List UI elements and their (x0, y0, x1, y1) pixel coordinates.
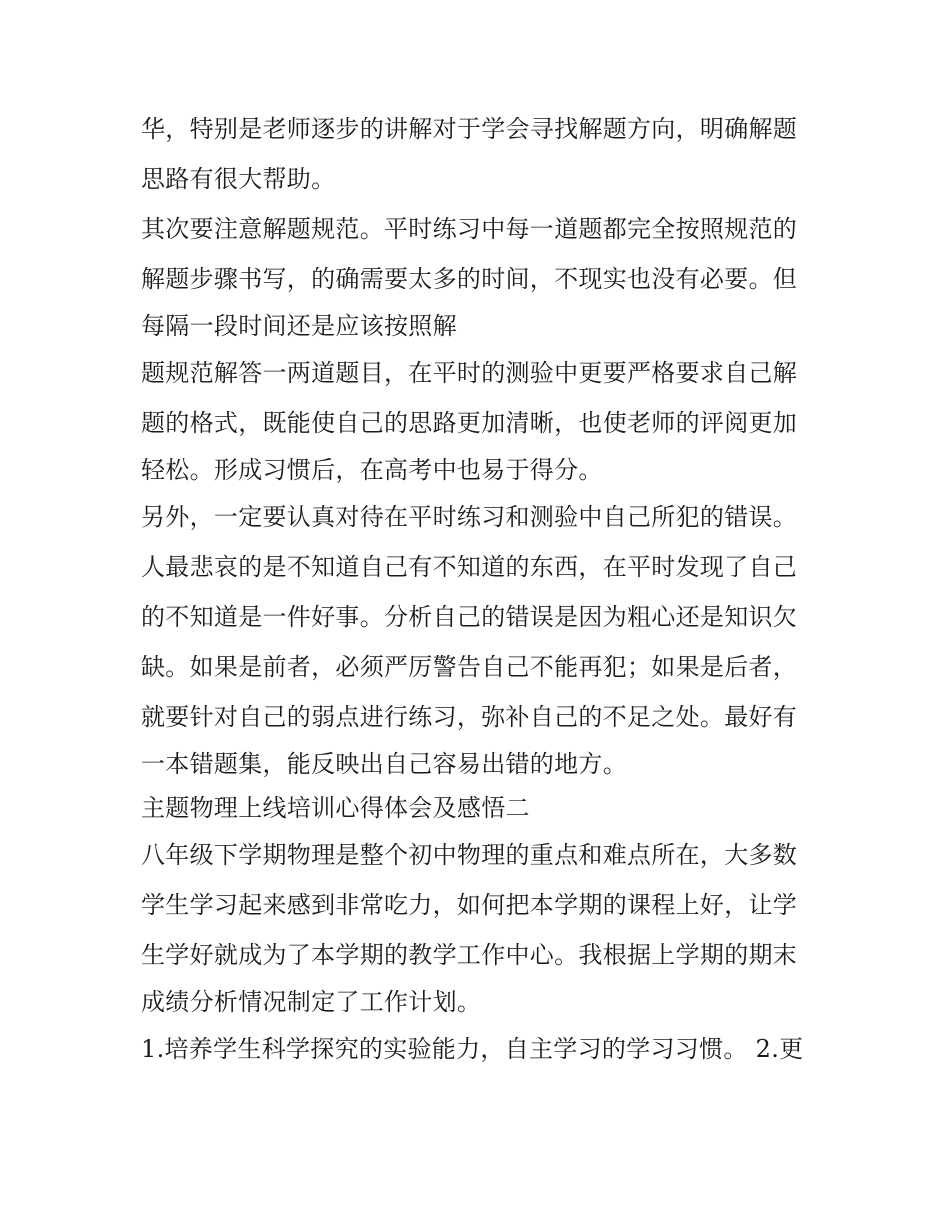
text-line: 人最悲哀的是不知道自己有不知道的东西，在平时发现了自己 (141, 553, 798, 581)
text-line: 学生学习起来感到非常吃力，如何把本学期的课程上好，让学 (141, 891, 798, 919)
text-line: 轻松。形成习惯后，在高考中也易于得分。 (141, 456, 603, 484)
text-line: 生学好就成为了本学期的教学工作中心。我根据上学期的期末 (141, 941, 798, 969)
text-line: 思路有很大帮助。 (141, 165, 336, 193)
text-line: 的不知道是一件好事。分析自己的错误是因为粗心还是知识欠 (141, 603, 798, 631)
text-line: 解题步骤书写，的确需要太多的时间，不现实也没有必要。但 (141, 265, 798, 293)
section-heading: 主题物理上线培训心得体会及感悟二 (141, 794, 530, 822)
text-line: 一本错题集，能反映出自己容易出错的地方。 (141, 750, 627, 778)
text-line: 1.培养学生科学探究的实验能力，自主学习的学习习惯。 2.更 (141, 1035, 804, 1063)
text-line: 其次要注意解题规范。平时练习中每一道题都完全按照规范的 (141, 215, 798, 243)
text-line: 就要针对自己的弱点进行练习，弥补自己的不足之处。最好有 (141, 703, 798, 731)
text-line: 每隔一段时间还是应该按照解 (141, 312, 457, 340)
text-line: 另外，一定要认真对待在平时练习和测验中自己所犯的错误。 (141, 503, 798, 531)
text-line: 华，特别是老师逐步的讲解对于学会寻找解题方向，明确解题 (141, 115, 798, 143)
text-line: 题规范解答一两道题目，在平时的测验中更要严格要求自己解 (141, 359, 798, 387)
text-line: 八年级下学期物理是整个初中物理的重点和难点所在，大多数 (141, 841, 798, 869)
text-line: 题的格式，既能使自己的思路更加清晰，也使老师的评阅更加 (141, 409, 798, 437)
document-body (141, 104, 821, 1074)
text-line: 成绩分析情况制定了工作计划。 (141, 988, 482, 1016)
text-line: 缺。如果是前者，必须严厉警告自己不能再犯；如果是后者， (141, 653, 798, 681)
